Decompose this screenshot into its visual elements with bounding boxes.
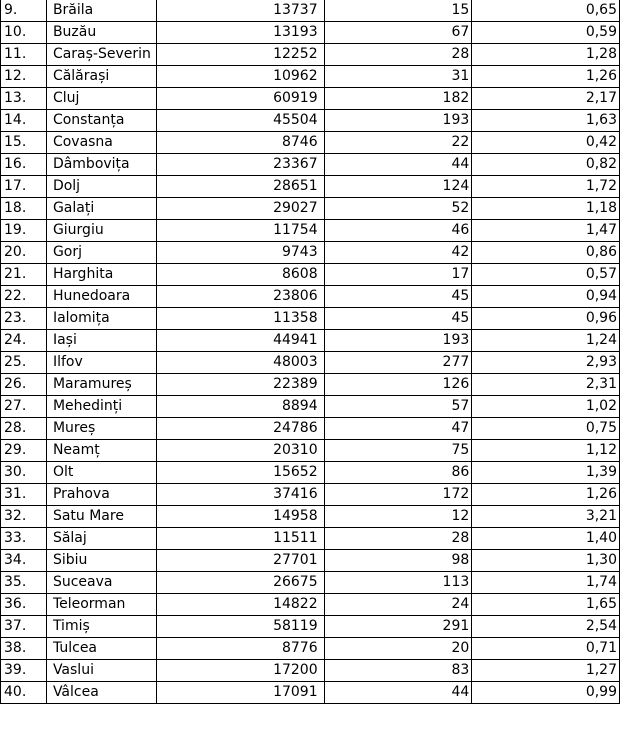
county-name-cell: Dolj <box>46 176 156 198</box>
table-row <box>1 682 620 704</box>
rate-cell: 1,02 <box>472 396 620 418</box>
row-number-cell: 13. <box>1 88 47 110</box>
rate-cell: 1,40 <box>472 528 620 550</box>
row-number-cell: 10. <box>1 22 47 44</box>
table-row <box>1 374 620 396</box>
table-row <box>1 462 620 484</box>
county-name-cell: Maramureș <box>46 374 156 396</box>
table-row <box>1 176 620 198</box>
table-row <box>1 528 620 550</box>
population-cell: 20310 <box>156 440 324 462</box>
population-cell: 48003 <box>156 352 324 374</box>
county-table-body <box>1 0 620 704</box>
count-cell: 45 <box>324 308 472 330</box>
population-cell: 8894 <box>156 396 324 418</box>
population-cell: 15652 <box>156 462 324 484</box>
table-row <box>1 484 620 506</box>
count-cell: 28 <box>324 44 472 66</box>
row-number-cell: 21. <box>1 264 47 286</box>
count-cell: 15 <box>324 0 472 22</box>
population-cell: 11358 <box>156 308 324 330</box>
count-cell: 12 <box>324 506 472 528</box>
count-cell: 52 <box>324 198 472 220</box>
rate-cell: 2,31 <box>472 374 620 396</box>
rate-cell: 0,86 <box>472 242 620 264</box>
count-cell: 86 <box>324 462 472 484</box>
population-cell: 14958 <box>156 506 324 528</box>
row-number-cell: 20. <box>1 242 47 264</box>
table-row <box>1 286 620 308</box>
row-number-cell: 35. <box>1 572 47 594</box>
row-number-cell: 18. <box>1 198 47 220</box>
count-cell: 22 <box>324 132 472 154</box>
county-name-cell: Satu Mare <box>46 506 156 528</box>
county-name-cell: Harghita <box>46 264 156 286</box>
table-row <box>1 220 620 242</box>
table-row <box>1 110 620 132</box>
population-cell: 23806 <box>156 286 324 308</box>
population-cell: 60919 <box>156 88 324 110</box>
row-number-cell: 12. <box>1 66 47 88</box>
table-row <box>1 88 620 110</box>
county-name-cell: Ilfov <box>46 352 156 374</box>
row-number-cell: 39. <box>1 660 47 682</box>
population-cell: 27701 <box>156 550 324 572</box>
count-cell: 17 <box>324 264 472 286</box>
county-name-cell: Tulcea <box>46 638 156 660</box>
population-cell: 58119 <box>156 616 324 638</box>
population-cell: 24786 <box>156 418 324 440</box>
county-name-cell: Prahova <box>46 484 156 506</box>
county-name-cell: Călărași <box>46 66 156 88</box>
county-name-cell: Galați <box>46 198 156 220</box>
county-name-cell: Sibiu <box>46 550 156 572</box>
population-cell: 17200 <box>156 660 324 682</box>
count-cell: 47 <box>324 418 472 440</box>
county-name-cell: Vâlcea <box>46 682 156 704</box>
table-row <box>1 22 620 44</box>
rate-cell: 1,63 <box>472 110 620 132</box>
table-row <box>1 616 620 638</box>
rate-cell: 1,65 <box>472 594 620 616</box>
population-cell: 8608 <box>156 264 324 286</box>
rate-cell: 1,27 <box>472 660 620 682</box>
row-number-cell: 27. <box>1 396 47 418</box>
table-row <box>1 154 620 176</box>
county-name-cell: Vaslui <box>46 660 156 682</box>
rate-cell: 0,75 <box>472 418 620 440</box>
table-row <box>1 352 620 374</box>
table-row <box>1 0 620 22</box>
county-name-cell: Sălaj <box>46 528 156 550</box>
county-name-cell: Giurgiu <box>46 220 156 242</box>
count-cell: 277 <box>324 352 472 374</box>
table-row <box>1 594 620 616</box>
population-cell: 26675 <box>156 572 324 594</box>
population-cell: 29027 <box>156 198 324 220</box>
row-number-cell: 32. <box>1 506 47 528</box>
population-cell: 13193 <box>156 22 324 44</box>
count-cell: 45 <box>324 286 472 308</box>
rate-cell: 1,26 <box>472 66 620 88</box>
table-row <box>1 660 620 682</box>
row-number-cell: 9. <box>1 0 47 22</box>
table-row <box>1 132 620 154</box>
row-number-cell: 38. <box>1 638 47 660</box>
population-cell: 8776 <box>156 638 324 660</box>
count-cell: 24 <box>324 594 472 616</box>
population-cell: 13737 <box>156 0 324 22</box>
county-name-cell: Neamț <box>46 440 156 462</box>
count-cell: 44 <box>324 682 472 704</box>
rate-cell: 1,39 <box>472 462 620 484</box>
county-name-cell: Caraș-Severin <box>46 44 156 66</box>
county-name-cell: Timiș <box>46 616 156 638</box>
table-row <box>1 330 620 352</box>
count-cell: 42 <box>324 242 472 264</box>
table-row <box>1 44 620 66</box>
rate-cell: 0,71 <box>472 638 620 660</box>
population-cell: 45504 <box>156 110 324 132</box>
county-name-cell: Hunedoara <box>46 286 156 308</box>
population-cell: 14822 <box>156 594 324 616</box>
table-row <box>1 198 620 220</box>
rate-cell: 0,82 <box>472 154 620 176</box>
county-name-cell: Buzău <box>46 22 156 44</box>
county-name-cell: Teleorman <box>46 594 156 616</box>
population-cell: 11754 <box>156 220 324 242</box>
count-cell: 67 <box>324 22 472 44</box>
row-number-cell: 37. <box>1 616 47 638</box>
rate-cell: 0,99 <box>472 682 620 704</box>
rate-cell: 1,24 <box>472 330 620 352</box>
count-cell: 126 <box>324 374 472 396</box>
row-number-cell: 17. <box>1 176 47 198</box>
count-cell: 172 <box>324 484 472 506</box>
row-number-cell: 31. <box>1 484 47 506</box>
county-name-cell: Constanța <box>46 110 156 132</box>
count-cell: 28 <box>324 528 472 550</box>
row-number-cell: 30. <box>1 462 47 484</box>
rate-cell: 1,47 <box>472 220 620 242</box>
county-name-cell: Brăila <box>46 0 156 22</box>
population-cell: 37416 <box>156 484 324 506</box>
population-cell: 10962 <box>156 66 324 88</box>
row-number-cell: 14. <box>1 110 47 132</box>
population-cell: 44941 <box>156 330 324 352</box>
table-row <box>1 418 620 440</box>
rate-cell: 0,94 <box>472 286 620 308</box>
row-number-cell: 22. <box>1 286 47 308</box>
count-cell: 57 <box>324 396 472 418</box>
rate-cell: 2,54 <box>472 616 620 638</box>
row-number-cell: 33. <box>1 528 47 550</box>
county-name-cell: Dâmbovița <box>46 154 156 176</box>
row-number-cell: 23. <box>1 308 47 330</box>
row-number-cell: 26. <box>1 374 47 396</box>
table-row <box>1 308 620 330</box>
rate-cell: 1,30 <box>472 550 620 572</box>
population-cell: 22389 <box>156 374 324 396</box>
row-number-cell: 36. <box>1 594 47 616</box>
county-name-cell: Ialomița <box>46 308 156 330</box>
table-row <box>1 550 620 572</box>
table-row <box>1 396 620 418</box>
table-row <box>1 66 620 88</box>
population-cell: 17091 <box>156 682 324 704</box>
rate-cell: 0,65 <box>472 0 620 22</box>
county-name-cell: Gorj <box>46 242 156 264</box>
table-row <box>1 242 620 264</box>
table-row <box>1 440 620 462</box>
table-row <box>1 572 620 594</box>
county-name-cell: Iași <box>46 330 156 352</box>
county-name-cell: Covasna <box>46 132 156 154</box>
county-name-cell: Cluj <box>46 88 156 110</box>
row-number-cell: 16. <box>1 154 47 176</box>
row-number-cell: 11. <box>1 44 47 66</box>
rate-cell: 3,21 <box>472 506 620 528</box>
count-cell: 98 <box>324 550 472 572</box>
row-number-cell: 28. <box>1 418 47 440</box>
rate-cell: 0,96 <box>472 308 620 330</box>
count-cell: 193 <box>324 110 472 132</box>
table-row <box>1 638 620 660</box>
population-cell: 12252 <box>156 44 324 66</box>
count-cell: 182 <box>324 88 472 110</box>
county-name-cell: Olt <box>46 462 156 484</box>
table-row <box>1 264 620 286</box>
count-cell: 83 <box>324 660 472 682</box>
rate-cell: 1,74 <box>472 572 620 594</box>
rate-cell: 1,12 <box>472 440 620 462</box>
row-number-cell: 40. <box>1 682 47 704</box>
rate-cell: 1,26 <box>472 484 620 506</box>
row-number-cell: 34. <box>1 550 47 572</box>
count-cell: 75 <box>324 440 472 462</box>
row-number-cell: 15. <box>1 132 47 154</box>
rate-cell: 0,59 <box>472 22 620 44</box>
rate-cell: 1,28 <box>472 44 620 66</box>
count-cell: 20 <box>324 638 472 660</box>
population-cell: 11511 <box>156 528 324 550</box>
table-row <box>1 506 620 528</box>
rate-cell: 0,42 <box>472 132 620 154</box>
count-cell: 31 <box>324 66 472 88</box>
count-cell: 44 <box>324 154 472 176</box>
count-cell: 46 <box>324 220 472 242</box>
population-cell: 23367 <box>156 154 324 176</box>
rate-cell: 1,18 <box>472 198 620 220</box>
rate-cell: 0,57 <box>472 264 620 286</box>
row-number-cell: 19. <box>1 220 47 242</box>
rate-cell: 2,17 <box>472 88 620 110</box>
rate-cell: 2,93 <box>472 352 620 374</box>
population-cell: 28651 <box>156 176 324 198</box>
count-cell: 113 <box>324 572 472 594</box>
population-cell: 9743 <box>156 242 324 264</box>
count-cell: 291 <box>324 616 472 638</box>
row-number-cell: 24. <box>1 330 47 352</box>
row-number-cell: 29. <box>1 440 47 462</box>
row-number-cell: 25. <box>1 352 47 374</box>
population-cell: 8746 <box>156 132 324 154</box>
county-name-cell: Mureș <box>46 418 156 440</box>
county-name-cell: Mehedinți <box>46 396 156 418</box>
county-name-cell: Suceava <box>46 572 156 594</box>
rate-cell: 1,72 <box>472 176 620 198</box>
count-cell: 193 <box>324 330 472 352</box>
count-cell: 124 <box>324 176 472 198</box>
